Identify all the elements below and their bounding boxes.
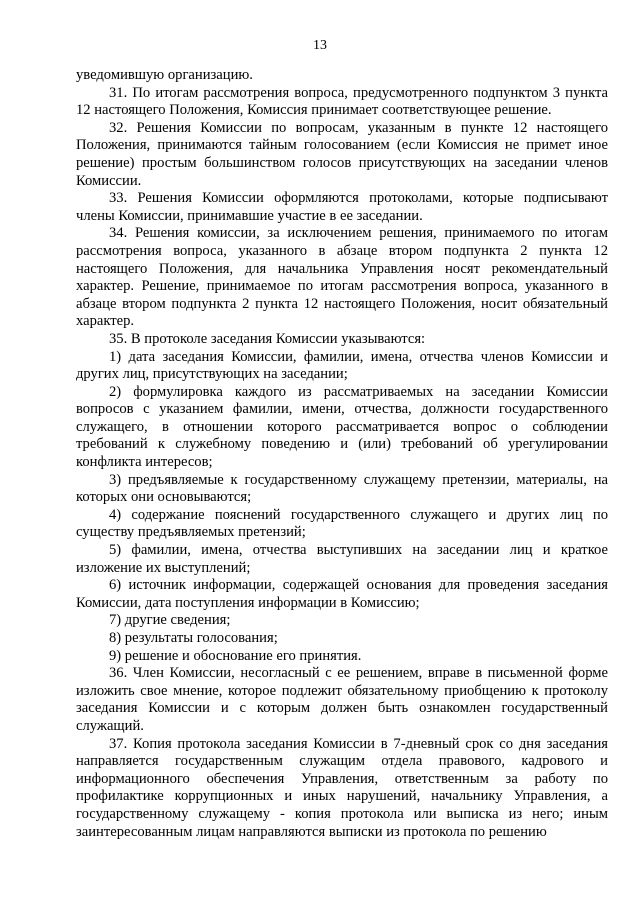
- list-item-5: 5) фамилии, имена, отчества выступивших на заседании лиц и краткое изложение их выступлений;: [76, 542, 608, 576]
- page-number: 13: [313, 38, 327, 53]
- list-item-6: 6) источник информации, содержащей основания для проведения заседания Комиссии, дата поступления информации в Комиссию;: [76, 577, 608, 611]
- list-item-2: 2) формулировка каждого из рассматриваемых на заседании Комиссии вопросов с указанием фамилии, имени, отчества, должности государственного служащего, в отношении которого рассматривается вопрос о соблюдении требований к служебному поведению и (или) требований об урегулировании конфликта интересов;: [76, 383, 608, 471]
- paragraph-35: 35. В протоколе заседания Комиссии указываются:: [109, 330, 426, 347]
- paragraph-34: 34. Решения комиссии, за исключением решения, принимаемого по итогам рассмотрения вопроса, указанного в абзаце втором подпункта 2 пункта 12 настоящего Положения, для начальника Управления носят рекомендательный характер. Решение, принимаемое по итогам рассмотрения вопроса, указанного в абзаце втором подпункта 2 пункта 12 настоящего Положения, носит обязательный характер.: [76, 225, 608, 330]
- list-item-1: 1) дата заседания Комиссии, фамилии, имена, отчества членов Комиссии и других лиц, присутствующих на заседании;: [76, 348, 608, 383]
- continuation-text: уведомившую организацию.: [76, 67, 253, 83]
- list-item-8: 8) результаты голосования;: [109, 630, 278, 646]
- document-body: [76, 67, 608, 841]
- paragraph-32: 32. Решения Комиссии по вопросам, указанным в пункте 12 настоящего Положения, принимаются тайным голосованием (если Комиссия не примет иное решение) простым большинством голосов присутствующих на заседании членов Комиссии.: [76, 119, 608, 189]
- paragraph-31: 31. По итогам рассмотрения вопроса, предусмотренного подпунктом 3 пункта 12 настоящего Положения, Комиссия принимает соответствующее решение.: [76, 84, 608, 119]
- paragraph-37: 37. Копия протокола заседания Комиссии в 7-дневный срок со дня заседания направляется государственным служащим отдела правового, кадрового и информационного обеспечения Управления, ответственным за работу по профилактике коррупционных и иных нарушений, начальнику Управления, а государственному служащему - копия протокола или выписка из него; иным заинтересованным лицам направляются выписки из протокола по решению: [76, 735, 608, 840]
- paragraph-36: 36. Член Комиссии, несогласный с ее решением, вправе в письменной форме изложить свое мнение, которое подлежит обязательному приобщению к протоколу заседания Комиссии и с которым должен быть ознакомлен государственный служащий.: [76, 665, 608, 734]
- list-item-9: 9) решение и обоснование его принятия.: [109, 647, 362, 664]
- paragraph-33: 33. Решения Комиссии оформляются протоколами, которые подписывают члены Комиссии, принимавшие участие в ее заседании.: [76, 190, 608, 224]
- list-item-3: 3) предъявляемые к государственному служащему претензии, материалы, на которых они основываются;: [76, 471, 608, 506]
- list-item-7: 7) другие сведения;: [109, 612, 231, 629]
- list-item-4: 4) содержание пояснений государственного служащего и других лиц по существу предъявляемых претензий;: [76, 506, 608, 541]
